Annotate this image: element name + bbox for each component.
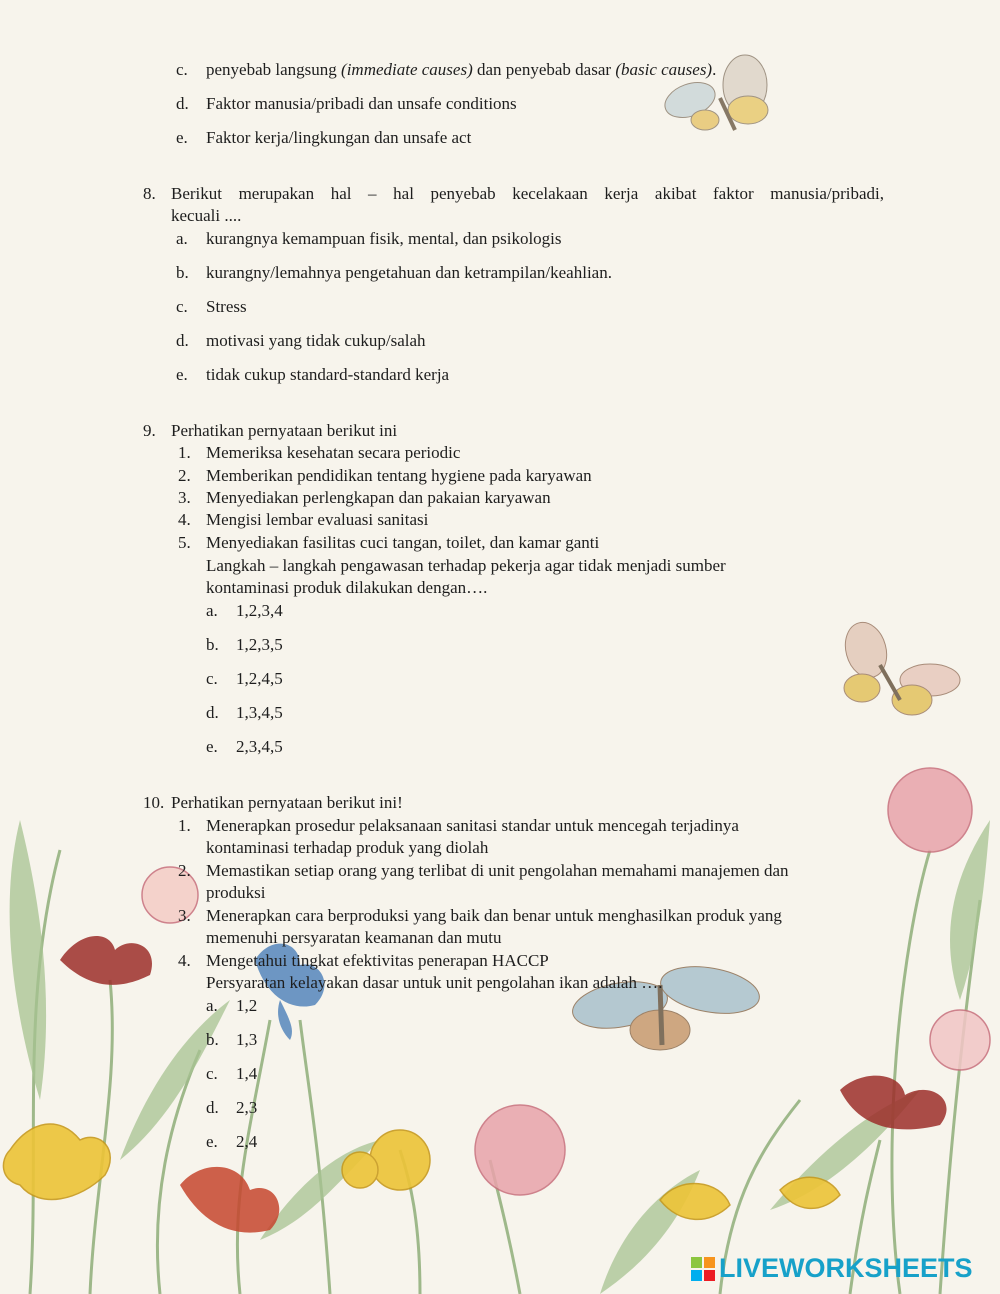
statement-text: Menyediakan perlengkapan dan pakaian karyawan bbox=[206, 488, 551, 507]
statement-text: produksi bbox=[206, 883, 266, 902]
q9-option-e[interactable]: 2,3,4,5 bbox=[236, 737, 283, 756]
option-label: a. bbox=[176, 229, 188, 248]
option-label: c. bbox=[176, 60, 188, 79]
statement-number: 4. bbox=[178, 510, 191, 529]
statement-text: Menyediakan fasilitas cuci tangan, toilet, dan kamar ganti bbox=[206, 533, 600, 552]
option-label: d. bbox=[206, 703, 219, 722]
option-label: d. bbox=[176, 331, 189, 350]
option-label: a. bbox=[206, 601, 218, 620]
question-stem: Perhatikan pernyataan berikut ini bbox=[171, 421, 398, 440]
q10-option-c[interactable]: 1,4 bbox=[236, 1064, 258, 1083]
question-prompt: Persyaratan kelayakan dasar untuk unit pengolahan ikan adalah …. bbox=[206, 973, 663, 992]
option-label: b. bbox=[206, 635, 219, 654]
q9-option-d[interactable]: 1,3,4,5 bbox=[236, 703, 283, 722]
statement-number: 1. bbox=[178, 443, 191, 462]
question-prompt: kontaminasi produk dilakukan dengan…. bbox=[206, 578, 488, 597]
statement-number: 3. bbox=[178, 906, 191, 925]
statement-text: Menerapkan cara berproduksi yang baik dan benar untuk menghasilkan produk yang bbox=[206, 906, 782, 925]
q10-option-b[interactable]: 1,3 bbox=[236, 1030, 258, 1049]
statement-text: memenuhi persyaratan keamanan dan mutu bbox=[206, 928, 502, 947]
option-label: d. bbox=[176, 94, 189, 113]
option-label: a. bbox=[206, 996, 218, 1015]
q8-option-d[interactable]: motivasi yang tidak cukup/salah bbox=[206, 331, 426, 350]
option-label: b. bbox=[206, 1030, 219, 1049]
question-stem: Berikut merupakan hal – hal penyebab kecelakaan kerja akibat faktor manusia/pribadi, bbox=[171, 184, 884, 203]
statement-number: 2. bbox=[178, 466, 191, 485]
option-text-italic: (basic causes) bbox=[615, 60, 713, 79]
question-stem: kecuali .... bbox=[171, 206, 242, 225]
q7-option-c[interactable] bbox=[206, 59, 716, 81]
option-text: . bbox=[712, 60, 717, 79]
statement-text: Mengisi lembar evaluasi sanitasi bbox=[206, 510, 429, 529]
statement-text: kontaminasi terhadap produk yang diolah bbox=[206, 838, 489, 857]
q8-option-b[interactable]: kurangny/lemahnya pengetahuan dan ketrampilan/keahlian. bbox=[206, 263, 612, 282]
option-label: c. bbox=[206, 1064, 218, 1083]
statement-number: 1. bbox=[178, 816, 191, 835]
q9-option-c[interactable]: 1,2,4,5 bbox=[236, 669, 283, 688]
option-text-italic: (immediate causes) bbox=[341, 60, 473, 79]
option-label: c. bbox=[176, 297, 188, 316]
option-text: penyebab langsung bbox=[206, 60, 342, 79]
q8-option-c[interactable]: Stress bbox=[206, 297, 247, 316]
question-number: 9. bbox=[143, 421, 156, 440]
q9-option-b[interactable]: 1,2,3,5 bbox=[236, 635, 283, 654]
question-stem: Perhatikan pernyataan berikut ini! bbox=[171, 793, 403, 812]
q7-option-e[interactable]: Faktor kerja/lingkungan dan unsafe act bbox=[206, 128, 472, 147]
statement-number: 3. bbox=[178, 488, 191, 507]
option-label: e. bbox=[176, 365, 188, 384]
statement-text: Mengetahui tingkat efektivitas penerapan HACCP bbox=[206, 951, 549, 970]
q10-option-a[interactable]: 1,2 bbox=[236, 996, 258, 1015]
option-label: c. bbox=[206, 669, 218, 688]
option-label: e. bbox=[206, 1132, 218, 1151]
q9-option-a[interactable]: 1,2,3,4 bbox=[236, 601, 283, 620]
q10-option-d[interactable]: 2,3 bbox=[236, 1098, 258, 1117]
statement-text: Menerapkan prosedur pelaksanaan sanitasi standar untuk mencegah terjadinya bbox=[206, 816, 739, 835]
q8-option-a[interactable]: kurangnya kemampuan fisik, mental, dan psikologis bbox=[206, 229, 562, 248]
statement-text: Memastikan setiap orang yang terlibat di unit pengolahan memahami manajemen dan bbox=[206, 861, 789, 880]
liveworksheets-logo[interactable]: LIVEWORKSHEETS bbox=[719, 1253, 973, 1283]
q7-option-d[interactable]: Faktor manusia/pribadi dan unsafe conditions bbox=[206, 94, 517, 113]
statement-number: 4. bbox=[178, 951, 191, 970]
question-prompt: Langkah – langkah pengawasan terhadap pekerja agar tidak menjadi sumber bbox=[206, 556, 726, 575]
q8-option-e[interactable]: tidak cukup standard-standard kerja bbox=[206, 365, 450, 384]
question-number: 10. bbox=[143, 793, 165, 812]
question-number: 8. bbox=[143, 184, 156, 203]
option-label: e. bbox=[206, 737, 218, 756]
statement-number: 5. bbox=[178, 533, 191, 552]
statement-text: Memberikan pendidikan tentang hygiene pada karyawan bbox=[206, 466, 592, 485]
option-label: b. bbox=[176, 263, 189, 282]
statement-number: 2. bbox=[178, 861, 191, 880]
option-label: d. bbox=[206, 1098, 219, 1117]
liveworksheets-logo-icon bbox=[691, 1257, 715, 1281]
option-text: dan penyebab dasar bbox=[472, 60, 616, 79]
option-label: e. bbox=[176, 128, 188, 147]
q10-option-e[interactable]: 2,4 bbox=[236, 1132, 258, 1151]
statement-text: Memeriksa kesehatan secara periodic bbox=[206, 443, 461, 462]
